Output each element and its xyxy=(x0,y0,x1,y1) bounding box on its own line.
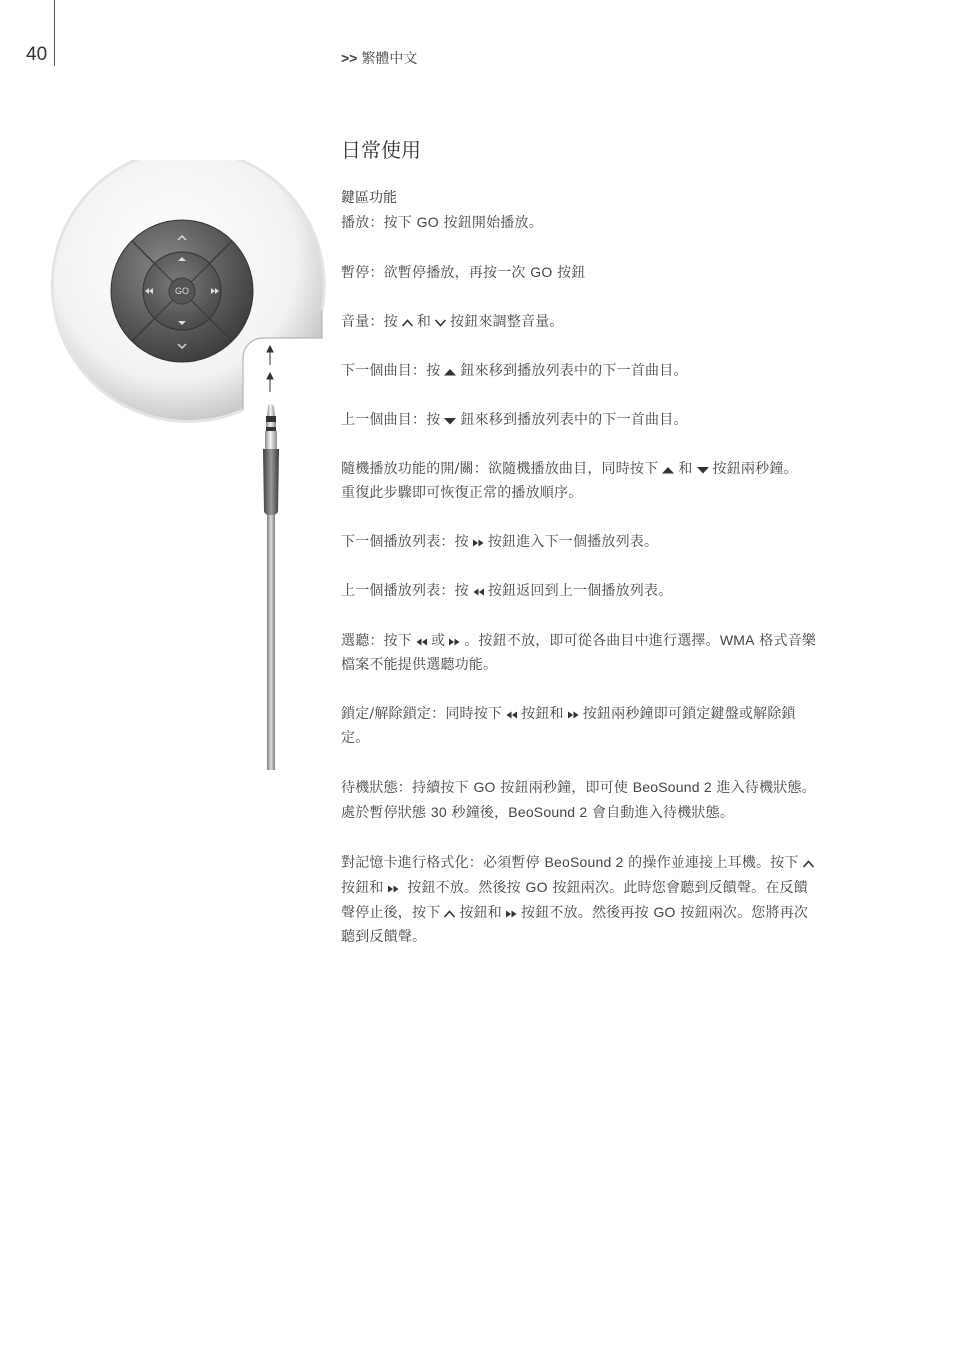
go-button[interactable]: GO xyxy=(174,286,190,296)
instruction-lock: 鎖定/解除鎖定：同時按下 按鈕和 按鈕兩秒鐘即可鎖定鍵盤或解除鎖 定。 xyxy=(341,706,796,746)
track-up-icon xyxy=(661,465,675,475)
instruction-shuffle: 隨機播放功能的開/關：欲隨機播放曲目，同時按下 和 按鈕兩秒鐘。 重復此步驟即可恢復正常的播放順序。 xyxy=(341,461,798,501)
section-subtitle: 鍵區功能 xyxy=(341,190,397,206)
instruction-format-card: 對記憶卡進行格式化：必須暫停 BeoSound 2 的操作並連接上耳機。按下 按鈕和 按鈕不放。然後按 GO 按鈕兩次。此時您會聽到反饋聲。在反饋 聲停止後，按下 按鈕和 按鈕不放。然後再按 GO 按鈕兩次。您將再次 聽到反饋聲。 xyxy=(341,850,901,949)
headphone-plug xyxy=(263,404,279,770)
playlist-previous-icon xyxy=(505,710,518,720)
volume-down-icon xyxy=(434,318,447,328)
instruction-play: 播放：按下 GO 按鈕開始播放。 xyxy=(341,214,543,231)
playlist-previous-icon xyxy=(415,637,428,647)
page-title: 日常使用 xyxy=(341,138,421,162)
language-label: 繁體中文 xyxy=(361,51,418,67)
volume-up-icon xyxy=(401,318,414,328)
track-up-icon xyxy=(443,367,457,377)
instruction-scan: 選聽：按下 或 。按鈕不放，即可從各曲目中進行選擇。WMA 格式音樂 檔案不能提供選聽功能。 xyxy=(341,632,817,673)
track-down-icon xyxy=(696,465,710,475)
instruction-next-track: 下一個曲目：按 鈕來移到播放列表中的下一首曲目。 xyxy=(341,363,688,379)
insert-arrow-icon xyxy=(267,346,273,392)
instruction-previous-track: 上一個曲目：按 鈕來移到播放列表中的下一首曲目。 xyxy=(341,412,688,428)
volume-up-icon xyxy=(802,859,815,869)
playlist-next-icon xyxy=(387,884,400,894)
keypad-functions-section xyxy=(341,186,901,974)
playlist-next-icon xyxy=(505,909,518,919)
device-illustration xyxy=(48,160,338,780)
language-header xyxy=(341,48,417,68)
page-number-rule xyxy=(54,0,55,66)
instruction-volume: 音量：按 和 按鈕來調整音量。 xyxy=(341,314,564,330)
instruction-next-playlist: 下一個播放列表：按 按鈕進入下一個播放列表。 xyxy=(341,534,659,550)
page-number: 40 xyxy=(26,44,48,65)
instruction-standby: 待機狀態：持續按下 GO 按鈕兩秒鐘，即可使 BeoSound 2 進入待機狀態。 處於暫停狀態 30 秒鐘後，BeoSound 2 會自動進入待機狀態。 xyxy=(341,779,816,821)
go-label: GO xyxy=(473,779,496,795)
go-label: GO xyxy=(525,879,548,895)
playlist-next-icon xyxy=(472,538,485,548)
playlist-next-icon xyxy=(448,637,461,647)
track-down-icon xyxy=(443,416,457,426)
playlist-previous-icon xyxy=(472,587,485,597)
go-label: GO xyxy=(653,904,676,920)
go-label: GO xyxy=(530,264,553,280)
go-label: GO xyxy=(416,214,439,230)
language-marker: >> xyxy=(341,50,358,66)
playlist-next-icon xyxy=(567,710,580,720)
volume-up-icon xyxy=(443,909,456,919)
instruction-pause: 暫停：欲暫停播放，再按一次 GO 按鈕 xyxy=(341,264,586,281)
instruction-previous-playlist: 上一個播放列表：按 按鈕返回到上一個播放列表。 xyxy=(341,583,673,599)
